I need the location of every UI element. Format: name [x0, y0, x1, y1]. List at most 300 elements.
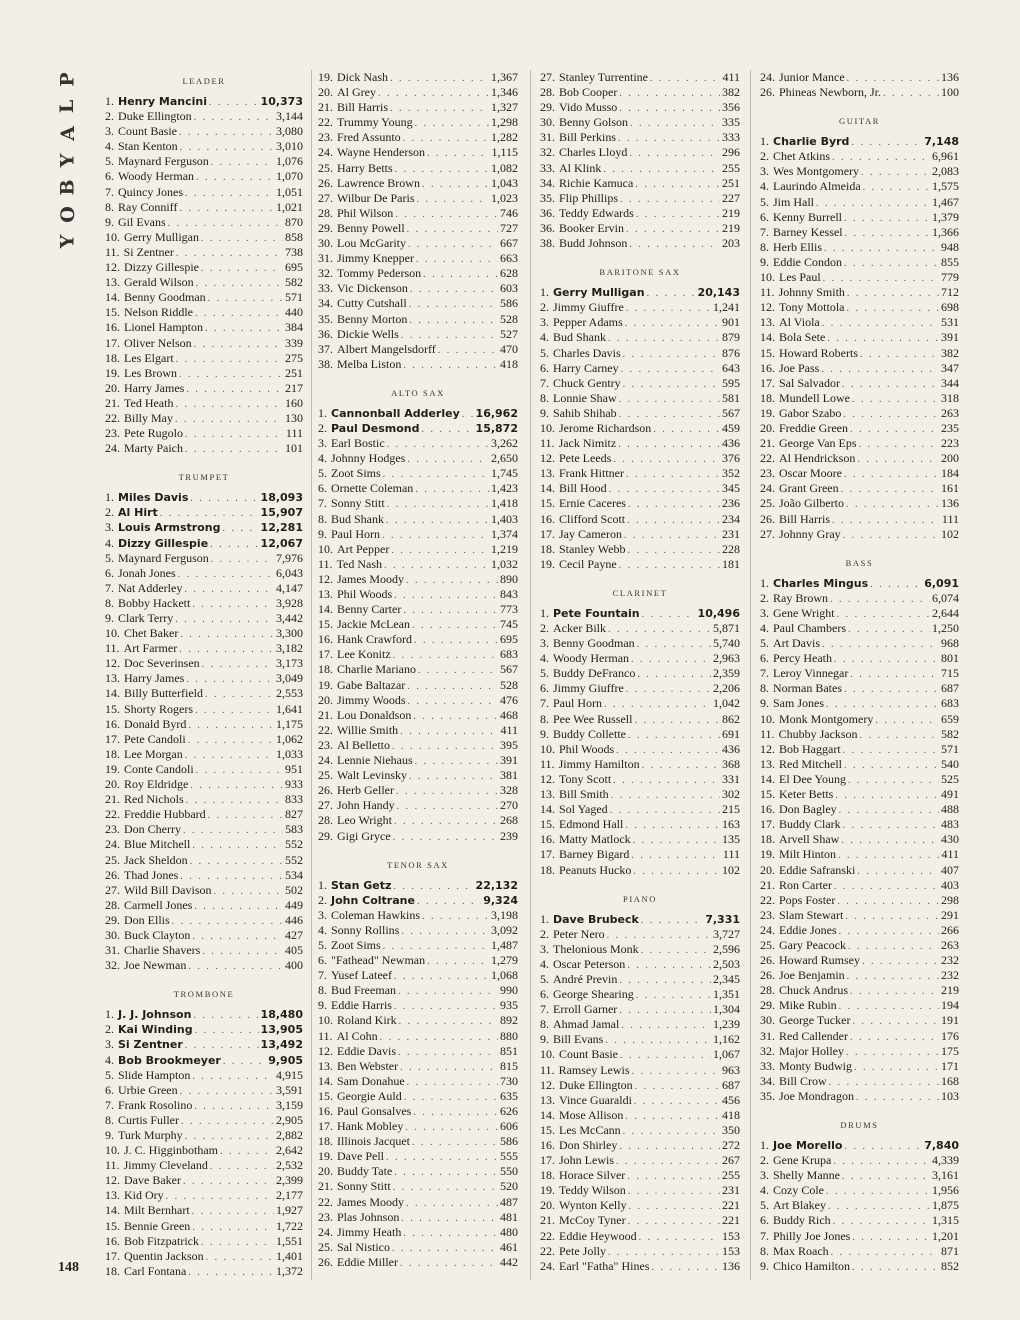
entry-name: Bob Haggart — [779, 741, 841, 756]
entry-rank: 7. — [540, 696, 549, 711]
entry-rank: 18. — [318, 1134, 333, 1149]
leader-dots — [395, 207, 498, 221]
leader-dots — [160, 506, 259, 520]
poll-entry — [540, 542, 740, 557]
entry-rank: 12. — [540, 771, 555, 786]
entry-name: Trummy Young — [337, 115, 413, 130]
poll-entry — [760, 421, 959, 436]
leader-dots — [412, 618, 498, 632]
entry-votes: 161 — [941, 481, 959, 496]
entry-rank: 3. — [540, 315, 549, 330]
entry-rank: 35. — [540, 190, 555, 205]
entry-votes: 331 — [722, 771, 740, 786]
leader-dots — [195, 306, 283, 320]
entry-name: Benny Morton — [337, 311, 408, 326]
entry-rank: 30. — [760, 1013, 775, 1028]
poll-entry — [540, 1063, 740, 1078]
entry-name: Teddy Edwards — [559, 205, 634, 220]
leader-dots — [843, 528, 939, 542]
leader-dots — [883, 86, 939, 100]
poll-entry — [318, 281, 518, 296]
entry-name: Hank Crawford — [337, 632, 412, 647]
entry-rank: 2. — [105, 1022, 114, 1037]
leader-dots — [401, 1211, 498, 1225]
poll-entry — [760, 998, 959, 1013]
leader-dots — [202, 944, 283, 958]
entry-rank: 35. — [760, 1088, 775, 1103]
entry-votes: 528 — [500, 677, 518, 692]
poll-entry — [318, 953, 518, 968]
poll-entry — [760, 802, 959, 817]
entry-rank: 31. — [318, 251, 333, 266]
entry-name: Wilbur De Paris — [337, 190, 415, 205]
leader-dots — [844, 682, 939, 696]
poll-entry — [105, 169, 303, 184]
entry-rank: 18. — [540, 541, 555, 556]
entry-name: James Moody — [337, 1194, 404, 1209]
leader-dots — [190, 491, 258, 505]
leader-dots — [613, 773, 720, 787]
entry-votes: 440 — [285, 305, 303, 320]
entry-name: Bennie Green — [124, 1218, 191, 1233]
leader-dots — [623, 1124, 720, 1138]
entry-name: Bob Cooper — [559, 85, 618, 100]
entry-rank: 6. — [105, 1082, 114, 1097]
entry-name: Benny Goodman — [553, 636, 635, 651]
leader-dots — [626, 682, 711, 696]
entry-rank: 30. — [105, 927, 120, 942]
entry-name: Sal Nistico — [337, 1239, 390, 1254]
leader-dots — [179, 125, 274, 139]
poll-entry — [318, 406, 518, 421]
entry-votes: 2,553 — [276, 686, 303, 701]
entry-rank: 16. — [105, 320, 120, 335]
entry-votes: 12,281 — [260, 521, 303, 535]
entry-rank: 8. — [760, 681, 769, 696]
leader-dots — [421, 422, 473, 436]
entry-rank: 12. — [105, 260, 120, 275]
entry-votes: 4,339 — [932, 1153, 959, 1168]
category-heading: BARITONE SAX — [599, 267, 681, 278]
poll-entry — [540, 972, 740, 987]
poll-entry — [105, 124, 303, 139]
entry-rank: 26. — [318, 1254, 333, 1269]
entry-votes: 1,070 — [276, 169, 303, 184]
entry-rank: 9. — [105, 214, 114, 229]
entry-name: Paul Chambers — [773, 621, 846, 635]
leader-dots — [637, 637, 711, 651]
poll-entry — [540, 391, 740, 406]
entry-rank: 19. — [105, 365, 120, 380]
poll-entry — [540, 496, 740, 511]
poll-entry — [105, 898, 303, 913]
entry-votes: 2,345 — [713, 971, 740, 986]
entry-votes: 2,642 — [276, 1143, 303, 1158]
leader-dots — [848, 939, 939, 953]
entry-votes: 223 — [941, 436, 959, 451]
entry-votes: 1,219 — [491, 541, 518, 556]
entry-name: Jimmy Giuffre — [553, 681, 624, 696]
poll-entry — [105, 275, 303, 290]
entry-name: Charles Mingus — [773, 576, 869, 590]
entry-name: Harry Betts — [337, 160, 393, 175]
column-1 — [105, 70, 303, 1279]
entry-votes: 1,068 — [491, 968, 518, 983]
poll-entry — [540, 772, 740, 787]
entry-votes: 480 — [500, 1224, 518, 1239]
leader-dots — [843, 743, 939, 757]
poll-entry — [318, 236, 518, 251]
entry-rank: 21. — [540, 1213, 555, 1228]
entry-rank: 16. — [760, 802, 775, 817]
leader-dots — [829, 1075, 939, 1089]
poll-entry — [760, 376, 959, 391]
entry-rank: 17. — [540, 526, 555, 541]
entry-name: Herb Ellis — [773, 239, 822, 254]
poll-entry — [760, 1089, 959, 1104]
entry-votes: 488 — [941, 802, 959, 817]
poll-entry — [318, 1164, 518, 1179]
leader-dots — [394, 814, 498, 828]
leader-dots — [856, 1090, 939, 1104]
entry-name: Kid Ory — [124, 1188, 164, 1203]
leader-dots — [398, 1045, 498, 1059]
category-heading: PIANO — [623, 893, 657, 904]
entry-votes: 9,905 — [268, 1053, 303, 1067]
entry-name: Jackie McLean — [337, 617, 410, 632]
entry-votes: 2,206 — [713, 681, 740, 696]
entry-rank: 11. — [105, 641, 120, 656]
leader-dots — [403, 131, 489, 145]
entry-rank: 7. — [105, 184, 114, 199]
entry-rank: 5. — [760, 194, 769, 209]
entry-name: Maynard Ferguson — [118, 154, 209, 169]
entry-votes: 345 — [722, 481, 740, 496]
entry-name: Jimmy Giuffre — [553, 300, 624, 315]
poll-entry — [105, 336, 303, 351]
entry-rank: 20. — [318, 85, 333, 100]
entry-name: Freddie Hubbard — [124, 807, 206, 822]
poll-entry — [105, 505, 303, 520]
entry-name: Art Davis — [773, 636, 820, 651]
entry-votes: 483 — [941, 817, 959, 832]
entry-rank: 9. — [105, 611, 114, 625]
leader-dots — [195, 703, 274, 717]
entry-votes: 10,373 — [260, 95, 303, 108]
entry-name: Don Bagley — [779, 802, 837, 817]
poll-entry — [540, 787, 740, 802]
entry-name: Pops Foster — [779, 892, 836, 907]
entry-name: Stan Getz — [331, 878, 392, 892]
entry-rank: 26. — [318, 783, 333, 798]
entry-votes: 683 — [941, 696, 959, 711]
poll-entry — [318, 512, 518, 527]
leader-dots — [412, 1135, 498, 1149]
entry-rank: 32. — [318, 266, 333, 281]
leader-dots — [194, 110, 274, 124]
entry-rank: 24. — [105, 441, 120, 456]
leader-dots — [639, 1230, 720, 1244]
leader-dots — [196, 170, 274, 184]
poll-entry — [105, 139, 303, 154]
poll-entry — [105, 1173, 303, 1188]
poll-category — [318, 388, 518, 844]
masthead-letter: P — [56, 72, 79, 87]
leader-dots — [839, 924, 939, 938]
entry-rank: 16. — [540, 832, 555, 847]
leader-dots — [166, 1189, 274, 1203]
entry-votes: 103 — [941, 1088, 959, 1103]
entry-rank: 8. — [105, 199, 114, 214]
entry-votes: 531 — [941, 315, 959, 330]
entry-votes: 3,727 — [713, 926, 740, 941]
entry-rank: 2. — [760, 590, 769, 605]
entry-name: Ramsey Lewis — [558, 1062, 630, 1077]
entry-votes: 436 — [722, 436, 740, 451]
entry-rank: 25. — [318, 1239, 333, 1254]
leader-dots — [427, 146, 489, 160]
poll-entry — [318, 1225, 518, 1240]
entry-votes: 411 — [941, 847, 959, 862]
entry-rank: 12. — [318, 1043, 333, 1058]
poll-entry — [540, 942, 740, 957]
leader-dots — [830, 592, 930, 606]
leader-dots — [192, 1220, 274, 1234]
entry-votes: 6,961 — [932, 149, 959, 164]
entry-rank: 11. — [105, 244, 120, 259]
entry-name: Clark Terry — [118, 611, 174, 625]
entry-votes: 411 — [500, 722, 518, 737]
entry-votes: 948 — [941, 239, 959, 254]
leader-dots — [628, 497, 720, 511]
entry-votes: 400 — [285, 958, 303, 973]
poll-entry — [760, 772, 959, 787]
entry-votes: 1,042 — [713, 696, 740, 711]
poll-entry — [760, 1138, 959, 1153]
entry-rank: 25. — [318, 160, 333, 175]
entry-name: James Moody — [337, 571, 404, 586]
entry-votes: 296 — [722, 145, 740, 160]
entry-votes: 833 — [285, 792, 303, 807]
entry-name: Roy Eldridge — [124, 777, 189, 792]
leader-dots — [619, 973, 711, 987]
leader-dots — [210, 537, 258, 551]
entry-name: Lou Donaldson — [337, 707, 412, 722]
entry-name: Laurindo Almeida — [773, 179, 861, 194]
poll-entry — [318, 436, 518, 451]
category-heading: BASS — [845, 557, 874, 568]
leader-dots — [834, 652, 939, 666]
leader-dots — [861, 165, 930, 179]
entry-name: Count Basie — [559, 1047, 618, 1062]
entry-votes: 1,346 — [491, 85, 518, 100]
entry-votes: 1,551 — [276, 1233, 303, 1248]
entry-rank: 27. — [105, 882, 120, 897]
leader-dots — [196, 276, 283, 290]
entry-rank: 5. — [318, 937, 327, 952]
entry-votes: 691 — [722, 726, 740, 741]
entry-name: Turk Murphy — [118, 1128, 183, 1142]
entry-votes: 15,872 — [475, 421, 518, 435]
leader-dots — [619, 86, 720, 100]
poll-entry — [540, 1183, 740, 1198]
entry-name: Sol Yaged — [559, 802, 608, 817]
entry-rank: 17. — [540, 847, 555, 862]
poll-entry — [318, 587, 518, 602]
entry-rank: 31. — [760, 1028, 775, 1043]
entry-votes: 263 — [941, 405, 959, 420]
entry-rank: 7. — [760, 666, 769, 681]
leader-dots — [398, 984, 498, 998]
entry-name: Duke Ellington — [559, 1077, 633, 1092]
poll-entry — [760, 315, 959, 330]
poll-category — [105, 472, 303, 973]
leader-dots — [201, 1235, 274, 1249]
entry-rank: 3. — [318, 436, 327, 451]
leader-dots — [637, 667, 711, 681]
entry-name: Johnny Gray — [779, 526, 841, 541]
leader-dots — [842, 377, 939, 391]
leader-dots — [618, 437, 720, 451]
entry-rank: 8. — [105, 595, 114, 610]
leader-dots — [850, 667, 939, 681]
poll-entry — [105, 671, 303, 686]
poll-category — [318, 70, 518, 372]
entry-rank: 11. — [760, 726, 775, 741]
entry-name: Eddie Jones — [779, 922, 837, 937]
entry-votes: 171 — [941, 1058, 959, 1073]
poll-entry — [540, 957, 740, 972]
poll-entry — [760, 968, 959, 983]
entry-rank: 27. — [318, 190, 333, 205]
poll-entry — [760, 85, 959, 100]
leader-dots — [175, 397, 283, 411]
poll-entry — [105, 185, 303, 200]
poll-category — [540, 267, 740, 572]
entry-rank: 22. — [760, 892, 775, 907]
entry-rank: 16. — [540, 1138, 555, 1152]
entry-name: Quentin Jackson — [124, 1248, 204, 1263]
entry-name: Si Zentner — [118, 1038, 183, 1052]
entry-votes: 1,076 — [276, 154, 303, 169]
entry-votes: 663 — [500, 251, 518, 266]
poll-entry — [318, 1029, 518, 1044]
leader-dots — [462, 407, 474, 421]
poll-entry — [760, 832, 959, 847]
leader-dots — [390, 71, 489, 85]
entry-rank: 6. — [760, 209, 769, 224]
entry-votes: 3,198 — [491, 907, 518, 922]
entry-rank: 32. — [540, 145, 555, 160]
entry-votes: 2,399 — [276, 1173, 303, 1188]
entry-votes: 683 — [500, 647, 518, 662]
leader-dots — [186, 793, 283, 807]
poll-entry — [318, 451, 518, 466]
entry-name: Zoot Sims — [331, 937, 381, 952]
entry-rank: 9. — [540, 405, 549, 420]
entry-rank: 8. — [540, 711, 549, 726]
entry-votes: 232 — [941, 968, 959, 983]
poll-entry — [105, 883, 303, 898]
entry-name: Leroy Vinnegar — [773, 666, 849, 681]
poll-entry — [540, 1047, 740, 1062]
column-rule — [530, 70, 531, 1280]
poll-entry — [318, 572, 518, 587]
entry-name: Phil Woods — [337, 587, 393, 601]
entry-name: Booker Ervin — [559, 220, 624, 235]
entry-name: Don Ellis — [124, 912, 170, 927]
poll-entry — [760, 1059, 959, 1074]
entry-name: Al Grey — [337, 85, 376, 100]
entry-rank: 11. — [540, 1062, 555, 1077]
entry-votes: 968 — [941, 636, 959, 651]
poll-entry — [318, 327, 518, 342]
entry-rank: 24. — [318, 1224, 333, 1239]
entry-name: McCoy Tyner — [559, 1213, 626, 1228]
leader-dots — [851, 135, 922, 149]
entry-name: Al Belletto — [337, 737, 390, 752]
entry-rank: 16. — [318, 1104, 333, 1118]
entry-name: Eddie Harris — [331, 998, 392, 1013]
entry-name: Wes Montgomery — [773, 164, 860, 179]
entry-name: Ted Heath — [124, 395, 174, 410]
entry-name: Earl Bostic — [331, 436, 385, 451]
entry-rank: 25. — [105, 852, 120, 867]
entry-rank: 14. — [105, 686, 120, 701]
entry-name: Milt Bernhart — [124, 1203, 190, 1218]
entry-name: Cannonball Adderley — [331, 406, 460, 420]
leader-dots — [844, 1139, 922, 1153]
leader-dots — [427, 954, 489, 968]
poll-entry — [760, 1244, 959, 1259]
entry-rank: 22. — [760, 451, 775, 466]
leader-dots — [826, 697, 939, 711]
entry-rank: 13. — [105, 671, 120, 686]
poll-category — [760, 558, 959, 1104]
entry-rank: 21. — [318, 707, 333, 722]
poll-entry — [105, 200, 303, 215]
entry-votes: 449 — [285, 897, 303, 912]
entry-rank: 3. — [760, 1168, 769, 1183]
poll-entry — [540, 346, 740, 361]
entry-rank: 23. — [105, 426, 120, 441]
leader-dots — [417, 894, 481, 908]
leader-dots — [222, 521, 258, 535]
leader-dots — [394, 588, 498, 602]
entry-votes: 13,905 — [260, 1023, 303, 1037]
column-rule — [750, 70, 751, 1280]
entry-rank: 26. — [318, 175, 333, 190]
entry-rank: 28. — [105, 897, 120, 912]
entry-votes: 746 — [500, 205, 518, 220]
leader-dots — [823, 271, 939, 285]
entry-rank: 9. — [760, 1258, 769, 1273]
entry-votes: 583 — [285, 822, 303, 837]
entry-rank: 24. — [105, 837, 120, 852]
entry-name: Jonah Jones — [118, 565, 176, 580]
entry-name: Buddy Rich — [773, 1213, 831, 1228]
poll-entry — [105, 441, 303, 456]
entry-rank: 20. — [318, 692, 333, 707]
entry-rank: 30. — [318, 236, 333, 251]
leader-dots — [407, 679, 498, 693]
entry-name: Duke Ellington — [118, 109, 192, 124]
entry-rank: 19. — [760, 847, 775, 862]
poll-entry — [105, 1022, 303, 1037]
leader-dots — [396, 784, 498, 798]
poll-entry — [540, 1108, 740, 1123]
entry-name: Woody Herman — [118, 169, 195, 184]
